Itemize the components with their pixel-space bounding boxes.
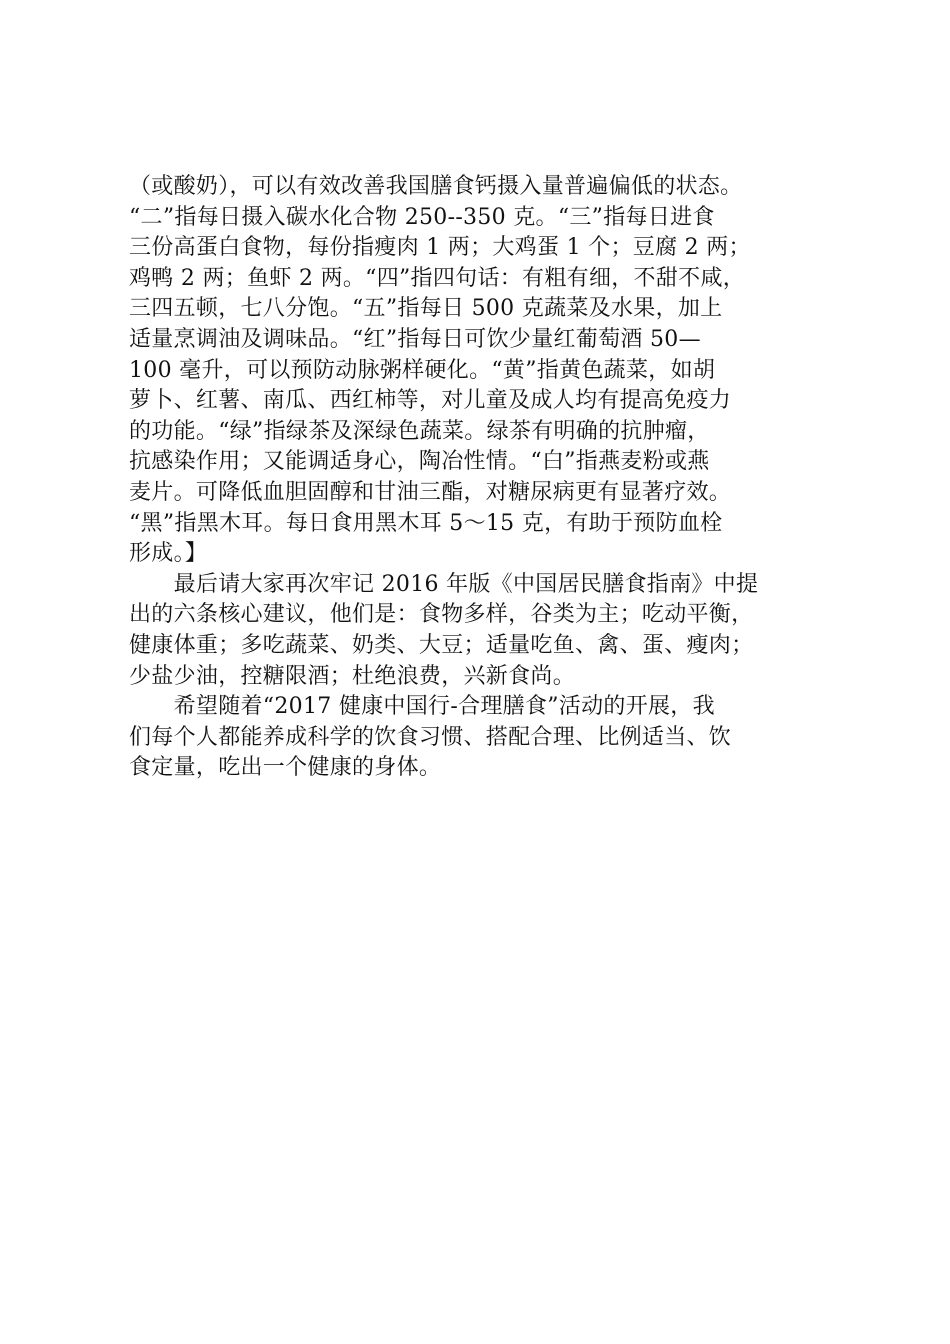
text-line: 100 毫升，可以预防动脉粥样硬化。“黄”指黄色蔬菜，如胡 [129, 357, 716, 383]
paragraph-five-colors [129, 172, 839, 570]
text-line: 抗感染作用；又能调适身心，陶冶性情。“白”指燕麦粉或燕 [129, 449, 710, 475]
text-line: 适量烹调油及调味品。“红”指每日可饮少量红葡萄酒 50— [129, 326, 701, 352]
text-line: 少盐少油，控糖限酒；杜绝浪费，兴新食尚。 [129, 663, 576, 689]
text-line: 麦片。可降低血胆固醇和甘油三酯，对糖尿病更有显著疗效。 [129, 479, 732, 505]
text-line: 三份高蛋白食物，每份指瘦肉 1 两；大鸡蛋 1 个；豆腐 2 两； [129, 235, 751, 261]
paragraph-closing [129, 692, 839, 784]
paragraph-dietary-guidelines [129, 570, 839, 692]
text-line: 三四五顿，七八分饱。“五”指每日 500 克蔬菜及水果，加上 [129, 296, 723, 322]
text-line: “二”指每日摄入碳水化合物 250--350 克。“三”指每日进食 [129, 204, 715, 230]
text-line: 鸡鸭 2 两；鱼虾 2 两。“四”指四句话：有粗有细，不甜不咸， [129, 265, 746, 291]
text-line: 希望随着“2017 健康中国行-合理膳食”活动的开展，我 [129, 694, 715, 720]
text-line: 形成。】 [129, 541, 208, 567]
text-line: 最后请大家再次牢记 2016 年版《中国居民膳食指南》中提 [129, 571, 759, 597]
document-body [129, 172, 839, 784]
text-line: （或酸奶），可以有效改善我国膳食钙摄入量普遍偏低的状态。 [129, 174, 743, 199]
text-line: 健康体重；多吃蔬菜、奶类、大豆；适量吃鱼、禽、蛋、瘦肉； [129, 632, 754, 658]
text-line: 的功能。“绿”指绿茶及深绿色蔬菜。绿茶有明确的抗肿瘤， [129, 418, 710, 444]
text-line: 萝卜、红薯、南瓜、西红柿等，对儿童及成人均有提高免疫力 [129, 388, 732, 414]
text-line: “黑”指黑木耳。每日食用黑木耳 5～15 克，有助于预防血栓 [129, 510, 723, 536]
text-line: 们每个人都能养成科学的饮食习惯、搭配合理、比例适当、饮 [129, 724, 732, 750]
text-line: 食定量，吃出一个健康的身体。 [129, 755, 442, 781]
text-line: 出的六条核心建议，他们是：食物多样，谷类为主；吃动平衡， [129, 602, 754, 628]
